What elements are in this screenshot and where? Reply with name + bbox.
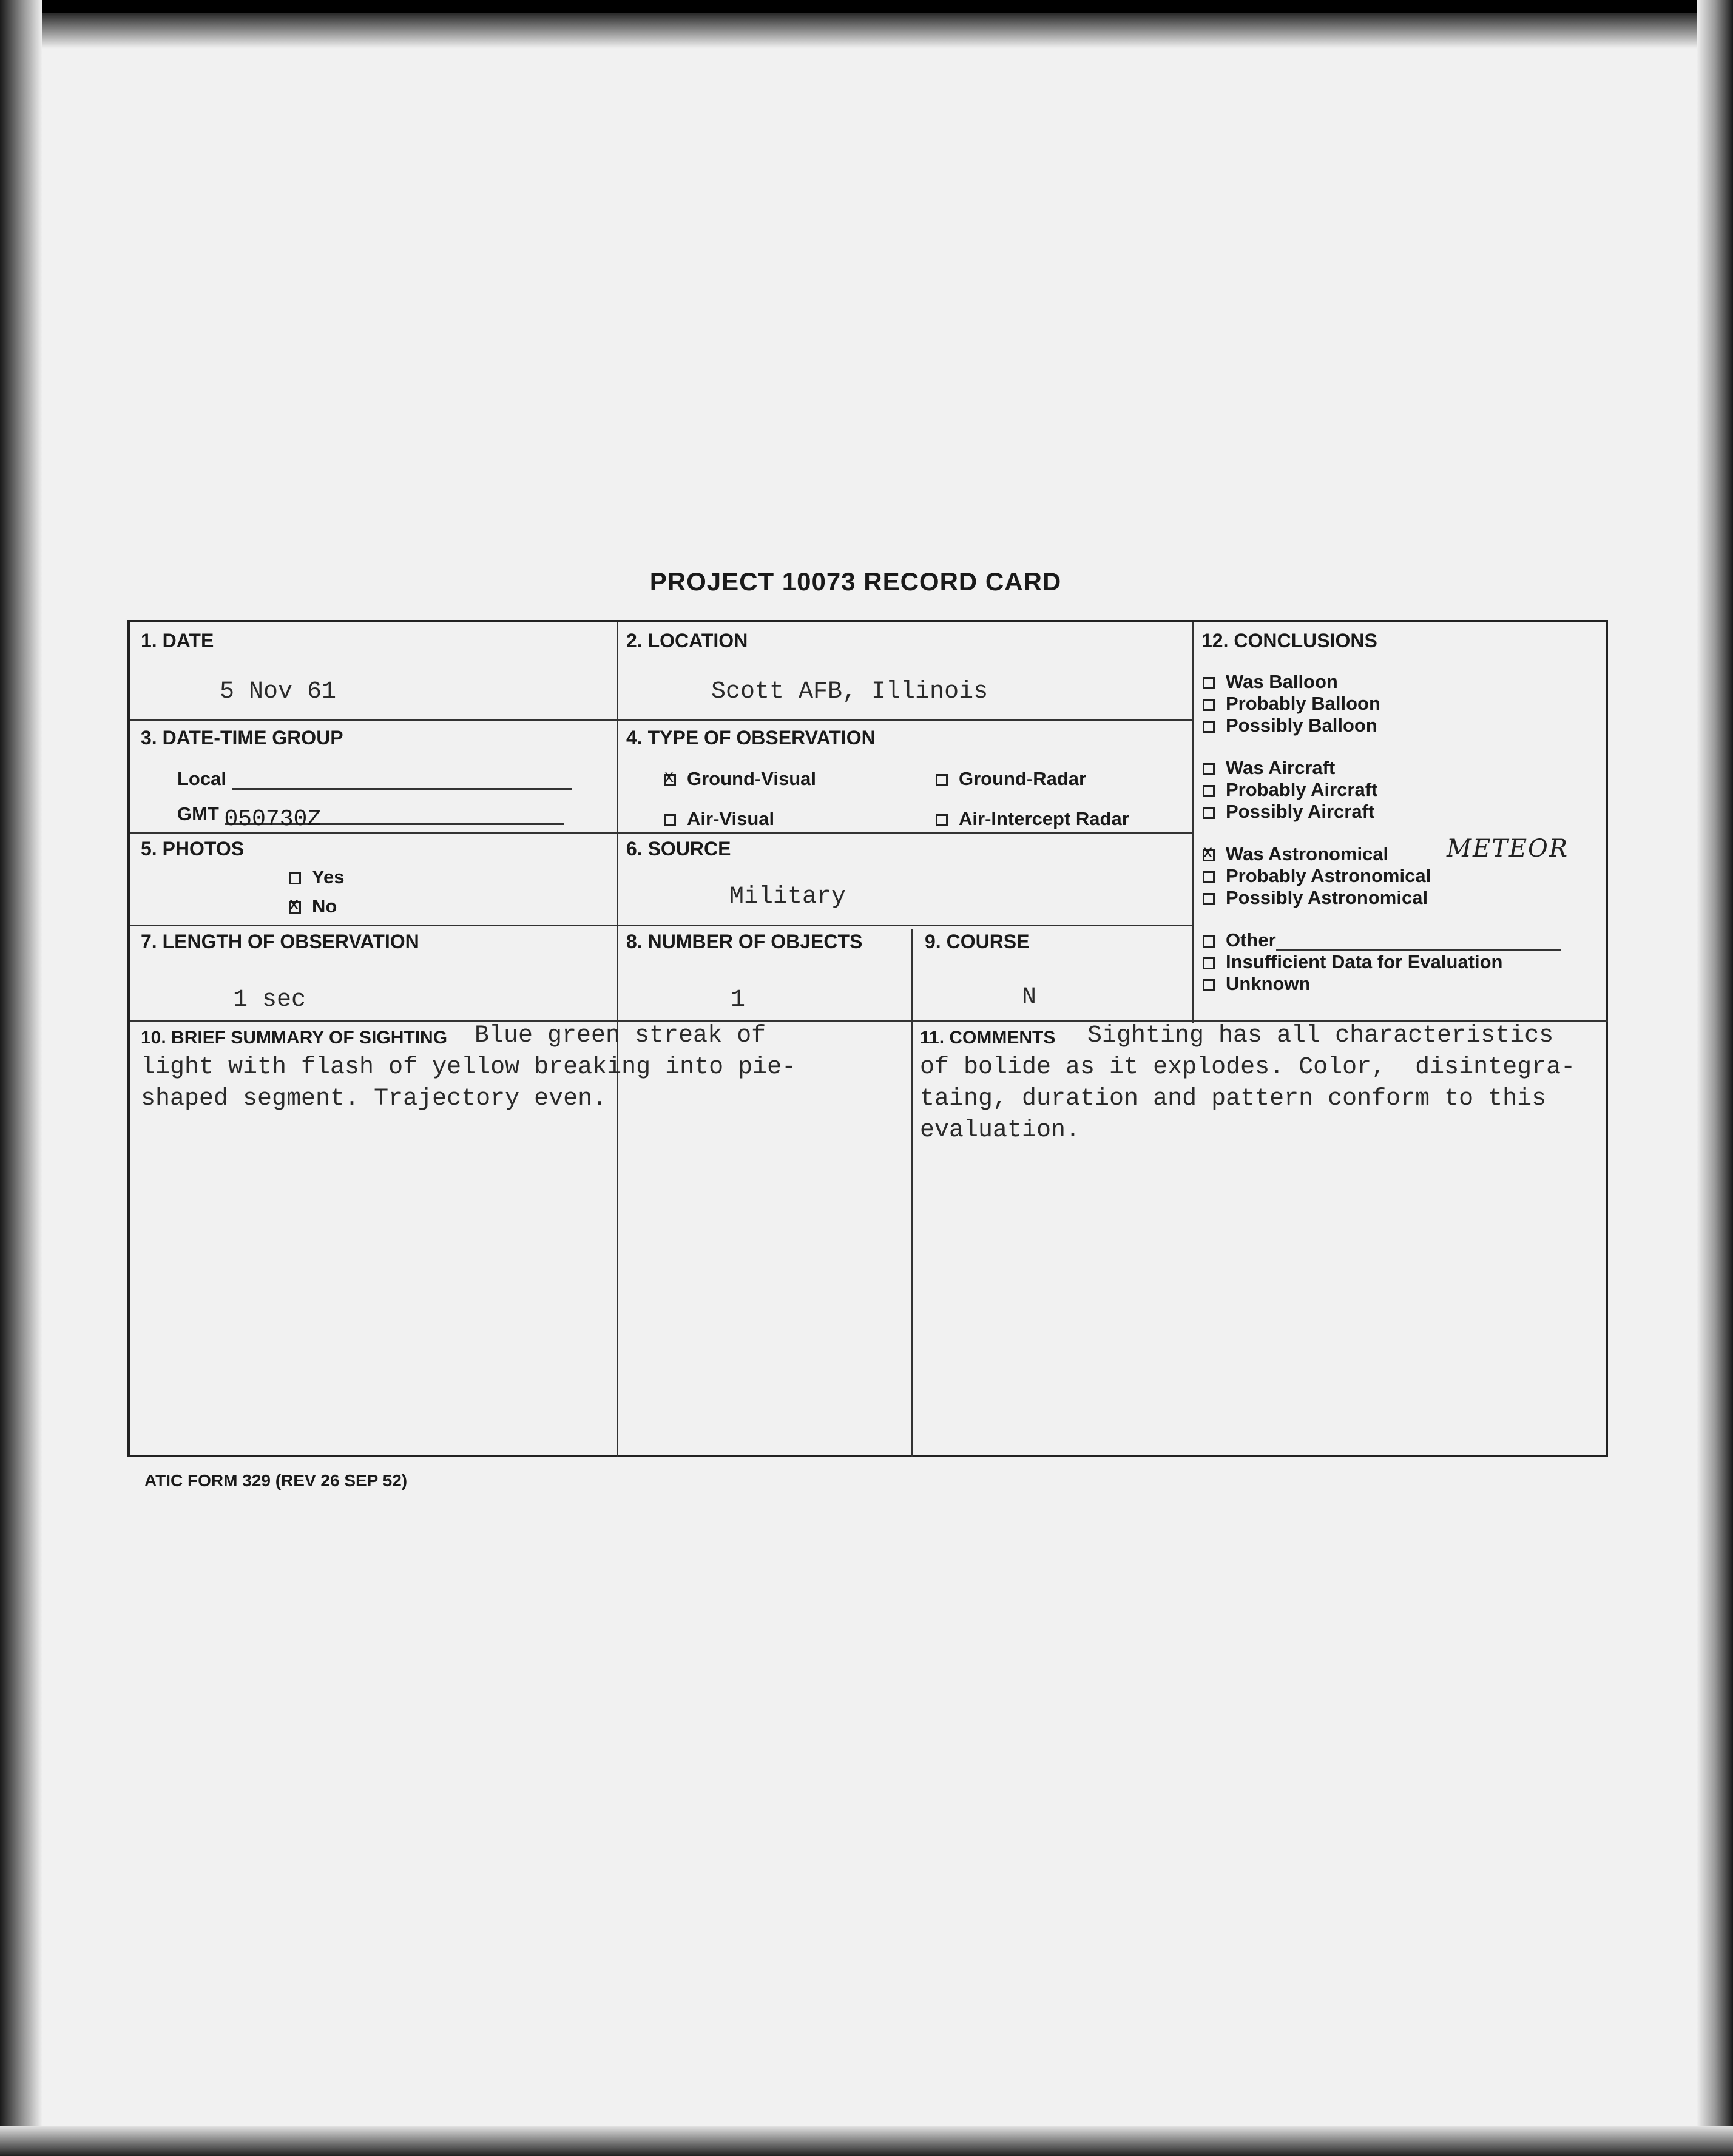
film-edge-bottom (0, 2126, 1733, 2156)
conclusion-probably-astronomical: Probably Astronomical (1203, 865, 1431, 887)
checkbox-icon (1203, 721, 1215, 733)
conclusion-insufficient-data: Insufficient Data for Evaluation (1203, 951, 1502, 973)
comments-label: 11. COMMENTS (920, 1028, 1056, 1048)
conclusion-probably-balloon: Probably Balloon (1203, 693, 1380, 715)
card-title: PROJECT 10073 RECORD CARD (649, 567, 1062, 596)
dtg-gmt-label: GMT (177, 803, 219, 824)
conclusion-probably-aircraft: Probably Aircraft (1203, 779, 1377, 801)
checkbox-icon (1203, 957, 1215, 969)
conclusion-other: Other (1203, 929, 1561, 951)
checkbox-icon (1203, 763, 1215, 775)
summary-line-2: light with flash of yellow breaking into pie- (141, 1054, 797, 1081)
comments-line-1: Sighting has all characteristics (1087, 1022, 1554, 1049)
summary-line-1: Blue green streak of (475, 1022, 766, 1049)
dtg-gmt-value: 050730Z (225, 806, 564, 825)
photos-yes: Yes (289, 866, 344, 888)
obs-ground-visual: xGround-Visual (664, 768, 816, 790)
checkbox-icon (1203, 935, 1215, 948)
conclusion-was-astronomical: xWas Astronomical (1203, 843, 1388, 865)
checkbox-icon (1203, 677, 1215, 689)
conclusion-possibly-balloon: Possibly Balloon (1203, 715, 1377, 736)
checkbox-icon (1203, 893, 1215, 905)
obs-air-intercept-radar: Air-Intercept Radar (936, 808, 1129, 830)
dtg-local-label: Local (177, 768, 226, 789)
summary-line-3: shaped segment. Trajectory even. (141, 1085, 607, 1113)
form-code: ATIC FORM 329 (REV 26 SEP 52) (144, 1471, 408, 1490)
dtg-gmt (177, 803, 564, 832)
comments-line-3: taing, duration and pattern conform to this (920, 1085, 1547, 1113)
divider-col-3 (911, 929, 913, 1457)
date-label: 1. DATE (141, 630, 214, 652)
checkbox-icon (1203, 871, 1215, 883)
conclusion-unknown: Unknown (1203, 973, 1311, 995)
date-value: 5 Nov 61 (220, 678, 337, 706)
obs-ground-radar: Ground-Radar (936, 768, 1086, 790)
objects-value: 1 (731, 986, 746, 1014)
checkbox-icon (1203, 979, 1215, 991)
divider-row-1 (130, 719, 1192, 721)
checkbox-icon (664, 814, 676, 826)
other-line (1276, 937, 1561, 951)
photos-label: 5. PHOTOS (141, 838, 245, 860)
film-edge-right (1697, 0, 1733, 2156)
objects-label: 8. NUMBER OF OBJECTS (626, 931, 863, 952)
divider-col-2 (1192, 622, 1194, 1023)
observation-type-label: 4. TYPE OF OBSERVATION (626, 727, 876, 749)
checkbox-icon (289, 872, 301, 884)
film-edge-top (0, 0, 1733, 49)
dtg-local (177, 768, 572, 790)
record-card (127, 620, 1608, 1457)
checkbox-icon (1203, 699, 1215, 711)
comments-line-4: evaluation. (920, 1117, 1081, 1144)
handwritten-meteor: METEOR (1447, 835, 1569, 863)
location-value: Scott AFB, Illinois (711, 678, 988, 706)
film-edge-left (0, 0, 42, 2156)
photos-no: xNo (289, 895, 337, 917)
conclusion-was-balloon: Was Balloon (1203, 671, 1338, 693)
course-value: N (1022, 984, 1037, 1011)
conclusion-was-aircraft: Was Aircraft (1203, 757, 1335, 779)
obs-air-visual: Air-Visual (664, 808, 774, 830)
checkbox-icon (289, 901, 301, 914)
checkbox-icon (936, 774, 948, 786)
conclusion-possibly-astronomical: Possibly Astronomical (1203, 887, 1428, 909)
divider-row-3 (130, 925, 1192, 926)
checkbox-icon (1203, 785, 1215, 797)
length-value: 1 sec (233, 986, 306, 1014)
source-value: Military (729, 883, 846, 911)
conclusion-possibly-aircraft: Possibly Aircraft (1203, 801, 1374, 823)
location-label: 2. LOCATION (626, 630, 748, 652)
checkbox-icon (664, 774, 676, 786)
summary-label: 10. BRIEF SUMMARY OF SIGHTING (141, 1028, 448, 1048)
conclusions-label: 12. CONCLUSIONS (1201, 630, 1377, 652)
checkbox-icon (1203, 807, 1215, 819)
checkbox-icon (936, 814, 948, 826)
checkbox-icon (1203, 849, 1215, 861)
length-label: 7. LENGTH OF OBSERVATION (141, 931, 419, 952)
course-label: 9. COURSE (925, 931, 1030, 952)
dtg-label: 3. DATE-TIME GROUP (141, 727, 343, 749)
source-label: 6. SOURCE (626, 838, 731, 860)
dtg-local-field (232, 771, 572, 790)
comments-line-2: of bolide as it explodes. Color, disintegra- (920, 1054, 1576, 1081)
